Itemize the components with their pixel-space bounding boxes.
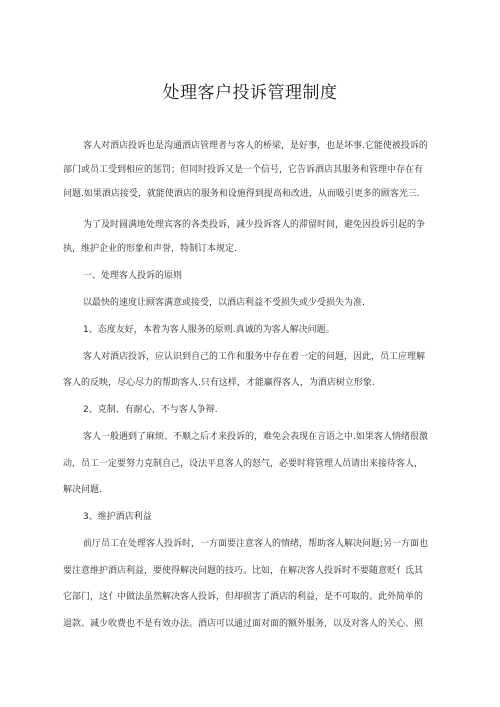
paragraph-line: 解决问题. bbox=[63, 485, 102, 495]
paragraph-line: 退款、减少收费也不是有效办法。酒店可以通过面对面的额外服务，以及对客人的关心、照 bbox=[63, 619, 424, 629]
paragraph-line: 执，维护企业的形象和声誉，特制订本规定. bbox=[63, 244, 237, 254]
document-title: 处理客户投诉管理制度 bbox=[162, 83, 338, 103]
paragraph-line: 动，员工一定要努力克制自己，设法平息客人的怒气，必要时将管理人员请出来接待客人， bbox=[63, 459, 424, 469]
paragraph-line: 以最快的速度让顾客满意或接受，以酒店利益不受损失或少受损失为准. bbox=[83, 298, 365, 308]
subsection-heading: 1、态度友好，本着为客人服务的原则.真诚的为客人解决问题。 bbox=[83, 325, 335, 335]
paragraph-line: 客人对酒店投诉也是沟通酒店管理者与客人的桥梁，是好事，也是坏事.它能使被投诉的 bbox=[83, 141, 428, 151]
paragraph-line: 问题.如果酒店接受，就能使酒店的服务和设施得到提高和改进，从而吸引更多的顾客光三. bbox=[63, 189, 420, 199]
paragraph-line: 客人对酒店投诉，应认识到自己的工作和服务中存在着一定的问题，因此，员工应理解 bbox=[83, 352, 426, 362]
paragraph-line: 客人的反映，尽心尽力的帮助客人.只有这样，才能赢得客人，为酒店树立形象. bbox=[63, 378, 375, 388]
paragraph-line: 为了及时圆满地处理宾客的各类投诉，减少投诉客人的滞留时间，避免因投诉引起的争 bbox=[83, 220, 426, 230]
paragraph-line: 部门或员工受到相应的惩罚；但同时投诉又是一个信号，它告诉酒店其服务和管理中存在有 bbox=[63, 165, 424, 175]
paragraph-line: 客人一般遇到了麻烦、不顺之后才来投诉的，难免会表现在言语之中.如果客人情绪很激 bbox=[83, 432, 428, 442]
paragraph-line: 它部门，这亻中做法虽然解决客人投诉，但却损害了酒店的利益，是不可取的。此外简单的 bbox=[63, 592, 424, 602]
subsection-heading: 3、维护酒店利益 bbox=[83, 512, 152, 522]
paragraph-line: 前厅员工在处理客人投诉时，一方面要注意客人的情绪，帮助客人解决问题;另一方面也 bbox=[83, 539, 429, 549]
subsection-heading: 2、克制、有耐心，不与客人争辩. bbox=[83, 405, 218, 415]
section-heading: 一、处理客人投诉的原则 bbox=[83, 271, 183, 281]
paragraph-line: 要注意维护酒店利益，要使得解决问题的技巧。比如，在解决客人投诉时不要随意贬亻氐其 bbox=[63, 566, 424, 576]
